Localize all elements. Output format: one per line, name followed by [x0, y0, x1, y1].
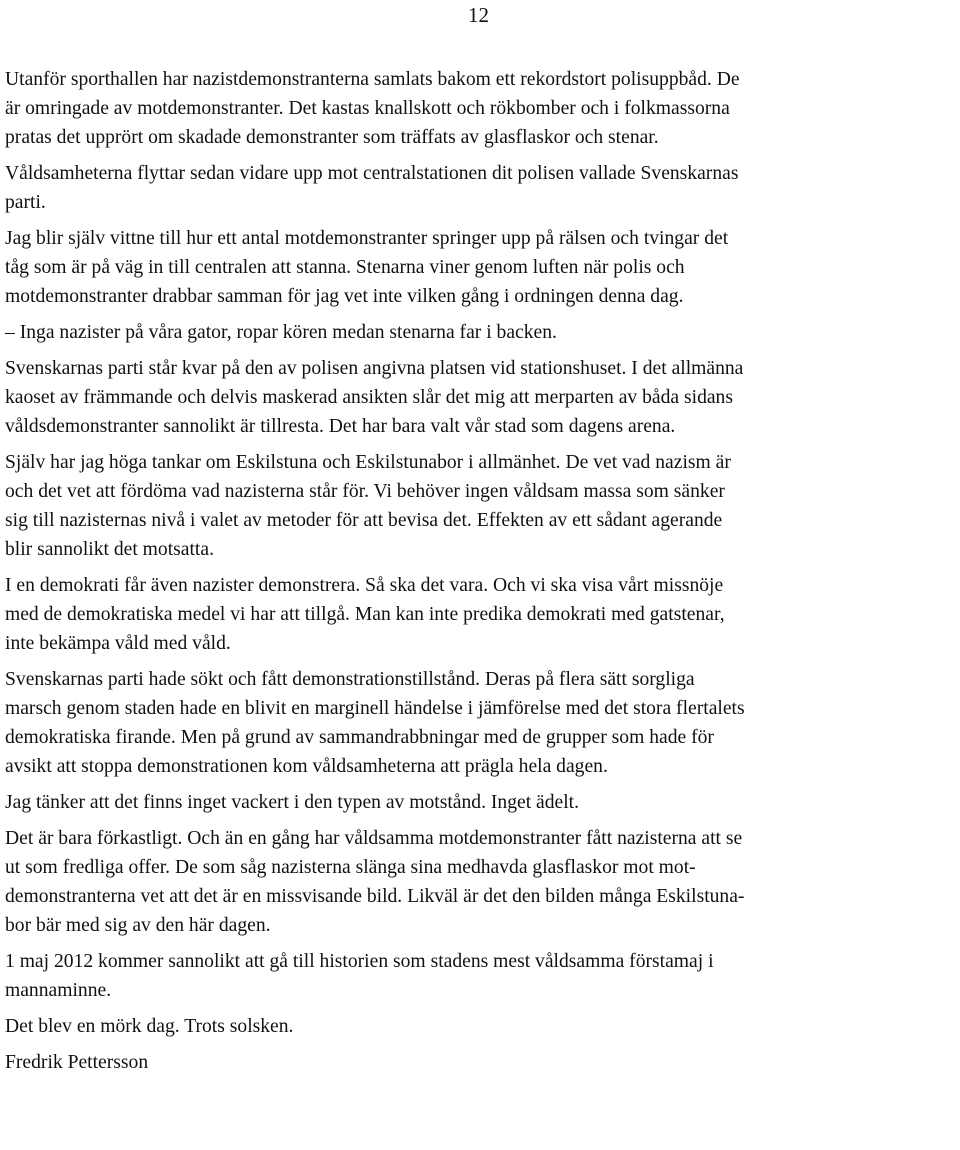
article-body — [5, 65, 955, 1084]
author-signature: Fredrik Pettersson — [5, 1052, 149, 1073]
paragraph-3: Jag blir själv vittne till hur ett antal motdemonstranter springer upp på rälsen och tvingar det tåg som är på väg in till centralen att stanna. Stenarna viner genom luften när polis och motdemonstranter drabbar samman för jag vet inte vilken gång i ordningen denna dag. — [5, 228, 729, 307]
page-number: 12 — [468, 3, 489, 27]
paragraph-8: Svenskarnas parti hade sökt och fått demonstrationstillstånd. Deras på flera sätt sorgliga marsch genom staden hade en blivit en marginell händelse i jämförelse med det stora flertalets demokratiska firande. Men på grund av sammandrabbningar med de grupper som hade för avsikt att stoppa demonstrationen kom våldsamheterna att prägla hela dagen. — [5, 669, 745, 777]
paragraph-1: Utanför sporthallen har nazistdemonstranterna samlats bakom ett rekordstort polisuppbåd. De är omringade av motdemonstranter. Det kastas knallskott och rökbomber och i folkmassorna pratas det upprört om skadade demonstranter som träffats av glasflaskor och stenar. — [5, 69, 740, 148]
paragraph-5: Svenskarnas parti står kvar på den av polisen angivna platsen vid stationshuset. I det allmänna kaoset av främmande och delvis maskerad ansikten slår det mig att merparten av båda sidans våldsdemonstranter sannolikt är tillresta. Det har bara valt vår stad som dagens arena. — [5, 358, 744, 437]
paragraph-7: I en demokrati får även nazister demonstrera. Så ska det vara. Och vi ska visa vårt missnöje med de demokratiska medel vi har att tillgå. Man kan inte predika demokrati med gatstenar, inte bekämpa våld med våld. — [5, 575, 725, 654]
paragraph-9: Jag tänker att det finns inget vackert i den typen av motstånd. Inget ädelt. — [5, 792, 580, 813]
paragraph-4-quote: – Inga nazister på våra gator, ropar kören medan stenarna far i backen. — [5, 322, 557, 343]
paragraph-10: Det är bara förkastligt. Och än en gång har våldsamma motdemonstranter fått nazisterna att se ut som fredliga offer. De som såg nazisterna slänga sina medhavda glasflaskor mot mot- demonstranterna vet att det är en missvisande bild. Likväl är det den bilden många Eskilstuna- bor bär med sig av den här dagen. — [5, 828, 745, 936]
paragraph-2: Våldsamheterna flyttar sedan vidare upp mot centralstationen dit polisen vallade Svenskarnas parti. — [5, 163, 739, 213]
paragraph-6: Själv har jag höga tankar om Eskilstuna och Eskilstunabor i allmänhet. De vet vad nazism är och det vet att fördöma vad nazisterna står för. Vi behöver ingen våldsam massa som sänker sig till nazisternas nivå i valet av metoder för att bevisa det. Effekten av ett sådant agerande blir sannolikt det motsatta. — [5, 452, 731, 560]
paragraph-11: 1 maj 2012 kommer sannolikt att gå till historien som stadens mest våldsamma förstamaj i mannaminne. — [5, 951, 714, 1001]
paragraph-12: Det blev en mörk dag. Trots solsken. — [5, 1016, 294, 1037]
